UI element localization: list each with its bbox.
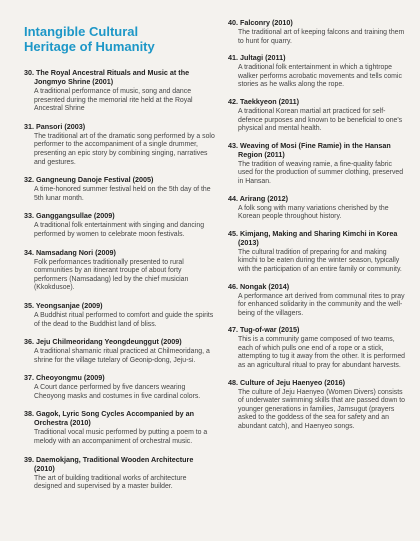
entry-description: A traditional performance of music, song and dance presented during the memorial rite held at the Royal Ancestral Shrine bbox=[34, 88, 193, 113]
entry-title: 42. Taekkyeon (2011) bbox=[228, 96, 299, 106]
entry-title: 38. Gagok, Lyric Song Cycles Accompanied by an Orchestra (2010) bbox=[24, 409, 195, 428]
entry-34 bbox=[24, 248, 216, 293]
entry-description: A Buddhist ritual performed to comfort and guide the spirits of the dead to the Buddhist land of bliss. bbox=[34, 311, 214, 328]
entry-description: A traditional shamanic ritual practiced at Chilmeoridang, a shrine for the village tutelary of Geonip-dong, Jeju-si. bbox=[34, 348, 210, 364]
entry-title: 33. Ganggangsullae (2009) bbox=[24, 211, 115, 221]
entry-title: 44. Arirang (2012) bbox=[228, 193, 289, 203]
entry-35 bbox=[24, 301, 216, 329]
entry-description: A traditional folk entertainment with singing and dancing performed by women to celebrate moon festivals. bbox=[34, 222, 205, 238]
entry-36 bbox=[24, 337, 216, 365]
entry-description: The cultural tradition of preparing for and making kimchi to be eaten during the winter season, typically with the participation of an entire family or community. bbox=[238, 248, 402, 273]
entry-44 bbox=[228, 194, 408, 222]
entry-description: Folk performances traditionally presented to rural communities by an itinerant troupe of about forty performers (Namsadang) led by the chief musician (Kkokdusoe). bbox=[34, 258, 189, 292]
entry-37 bbox=[24, 373, 216, 401]
entry-description: The traditional art of the dramatic song performed by a solo performer to the accompaniment of a single drummer, presenting an epic story by combining singing, narratives and gestures. bbox=[34, 132, 215, 166]
entry-31 bbox=[24, 122, 216, 167]
entry-title: 47. Tug-of-war (2015) bbox=[228, 325, 300, 335]
entry-30 bbox=[24, 68, 216, 114]
entry-title: 41. Jultagi (2011) bbox=[228, 53, 286, 63]
entry-description: A traditional folk entertainment in which a tightrope walker performs acrobatic movements and tells comic stories as he walks along the rope. bbox=[238, 64, 402, 89]
entry-description: The traditional art of keeping falcons and training them to hunt for quarry. bbox=[238, 29, 405, 45]
entry-40 bbox=[228, 18, 408, 46]
entry-43 bbox=[228, 141, 408, 187]
entry-description: A Court dance performed by five dancers wearing Cheoyong masks and costumes in five cardinal colors. bbox=[34, 384, 201, 400]
entry-title: 36. Jeju Chilmeoridang Yeongdeunggut (2009) bbox=[24, 337, 182, 347]
entry-description: The tradition of weaving ramie, a fine-quality fabric used for the production of summer clothing, preserved in Hansan. bbox=[238, 160, 404, 185]
entry-32 bbox=[24, 175, 216, 203]
entry-description: A folk song with many variations cherished by the Korean people throughout history. bbox=[238, 204, 389, 221]
entry-title: 43. Weaving of Mosi (Fine Ramie) in the Hansan Region (2011) bbox=[228, 140, 391, 159]
entry-title: 46. Nongak (2014) bbox=[228, 281, 290, 291]
entry-41 bbox=[228, 53, 408, 90]
entry-45 bbox=[228, 229, 408, 275]
entry-47 bbox=[228, 325, 408, 370]
entry-title: 39. Daemokjang, Traditional Wooden Architecture (2010) bbox=[24, 454, 194, 473]
entry-description: A traditional Korean martial art practiced for self-defence purposes and known to be beneficial to one's physical and mental health. bbox=[238, 107, 403, 133]
entry-description: A performance art derived from communal rites to pray for enhanced solidarity in the community and the well-being of the villagers. bbox=[238, 292, 405, 317]
entry-33 bbox=[24, 211, 216, 239]
entry-description: A time-honored summer festival held on the 5th day of the 5th lunar month. bbox=[34, 186, 211, 202]
entry-46 bbox=[228, 282, 408, 319]
entry-title: 45. Kimjang, Making and Sharing Kimchi in Korea (2013) bbox=[228, 228, 398, 247]
entry-title: 40. Falconry (2010) bbox=[228, 18, 293, 27]
entry-title: 32. Gangneung Danoje Festival (2005) bbox=[24, 175, 154, 185]
heading-line-1: Intangible Cultural bbox=[24, 24, 139, 39]
entry-38 bbox=[24, 409, 216, 446]
entry-48 bbox=[228, 378, 408, 432]
entry-description: The culture of Jeju Haenyeo (Women Divers) consists of underwater swimming skills that are passed down to younger generations in families, Jamsugut (prayers asked to the goddess of the sea for safety and an abundant catch), and Haenyeo songs. bbox=[238, 388, 405, 431]
section-heading bbox=[24, 24, 216, 54]
columns bbox=[24, 18, 408, 500]
entry-title: 48. Culture of Jeju Haenyeo (2016) bbox=[228, 377, 346, 387]
right-column bbox=[228, 18, 408, 500]
entry-title: 30. The Royal Ancestral Rituals and Music at the Jongmyo Shrine (2001) bbox=[24, 68, 190, 86]
entry-title: 31. Pansori (2003) bbox=[24, 121, 86, 131]
entry-42 bbox=[228, 97, 408, 134]
entry-title: 34. Namsadang Nori (2009) bbox=[24, 247, 116, 257]
entry-39 bbox=[24, 455, 216, 492]
entry-description: This is a community game composed of two teams, each of which pulls one end of a rope or a stick, attempting to tug it away from the other. It is performed as an agricultural ritual to pray for abundant harvests. bbox=[238, 336, 405, 370]
entry-description: The art of building traditional works of architecture designed and supervised by a master builder. bbox=[34, 474, 187, 491]
heading-line-2: Heritage of Humanity bbox=[24, 39, 155, 54]
entry-title: 35. Yeongsanjae (2009) bbox=[24, 300, 103, 310]
entry-title: 37. Cheoyongmu (2009) bbox=[24, 373, 105, 383]
left-column bbox=[24, 18, 216, 500]
entry-description: Traditional vocal music performed by putting a poem to a melody with an accompaniment of orchestral music. bbox=[34, 429, 208, 446]
